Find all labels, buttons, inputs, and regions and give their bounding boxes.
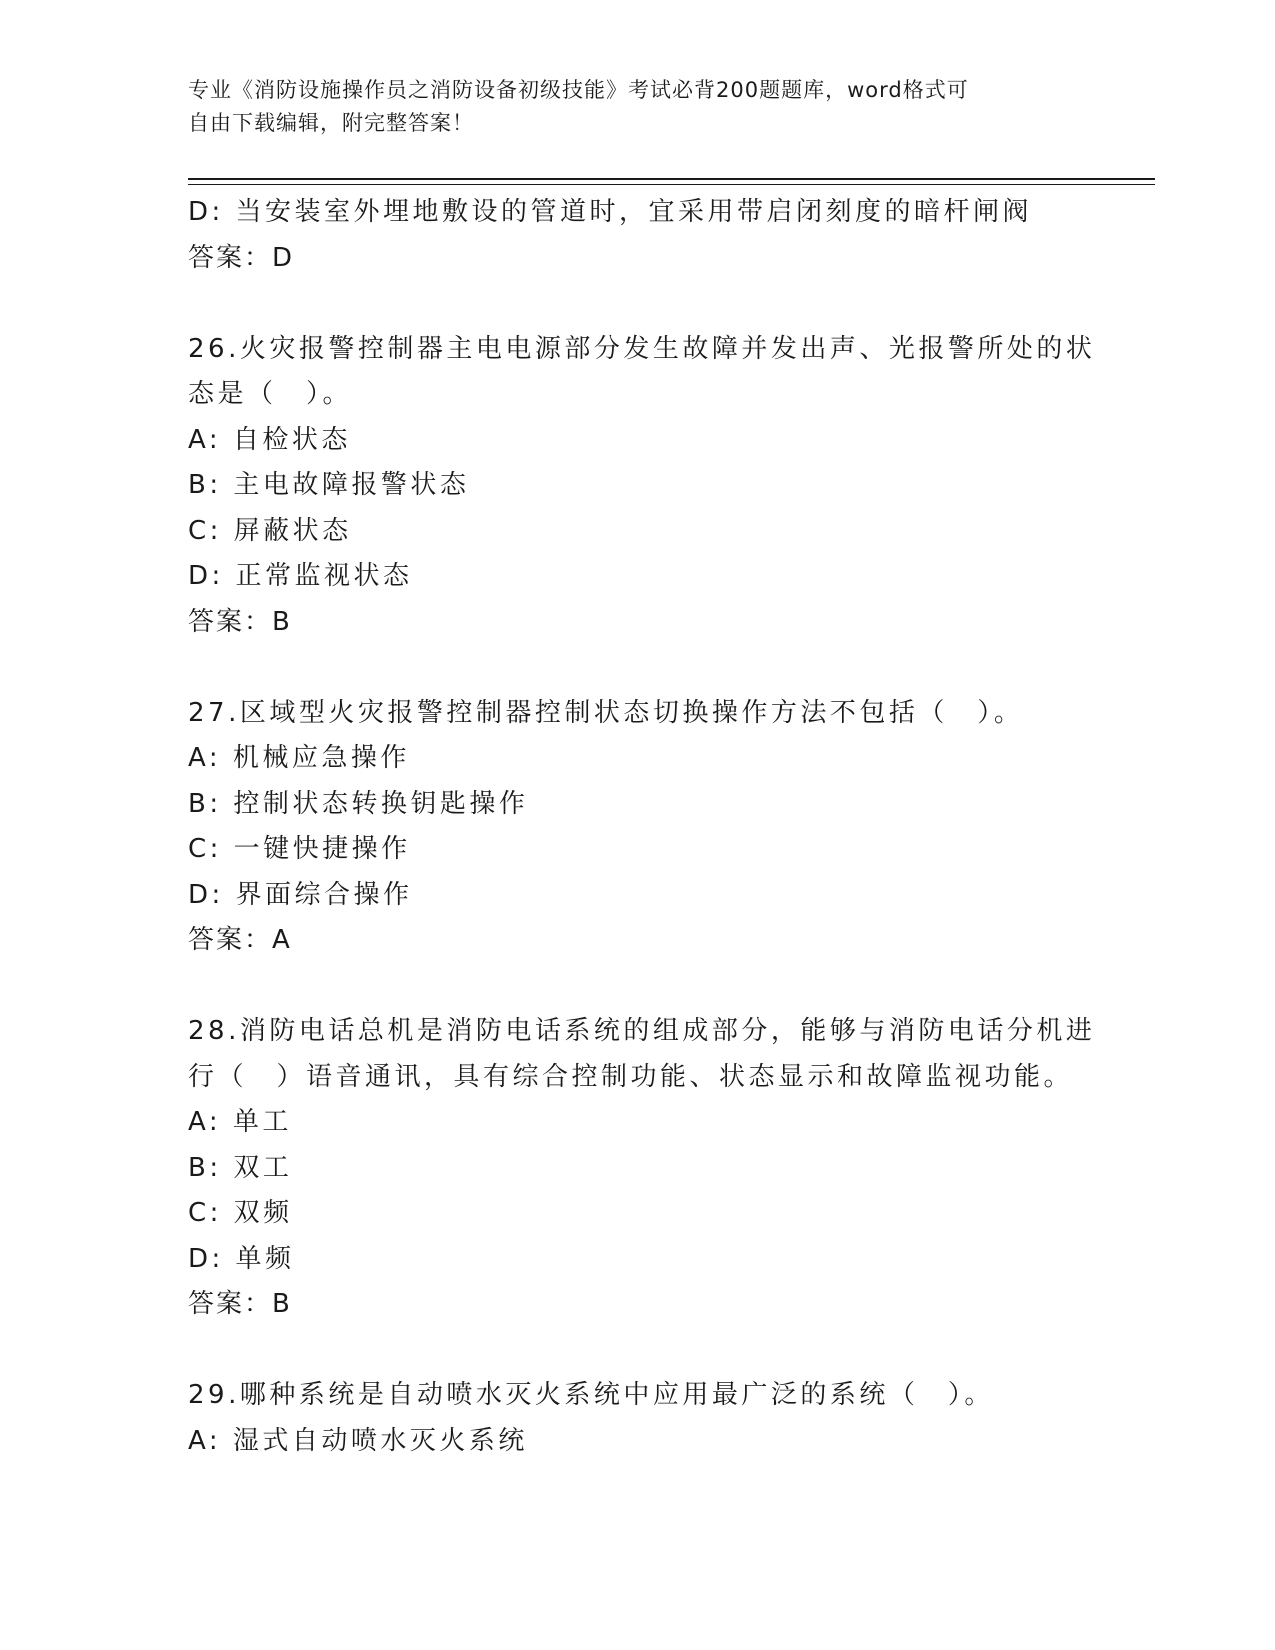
question-stem-continued: 态是（ ）。 <box>188 379 353 409</box>
option-c: C: 一键快捷操作 <box>188 834 411 864</box>
question-29 <box>188 1373 1088 1464</box>
option-a: A: 湿式自动喷水灭火系统 <box>188 1425 528 1456</box>
spacer <box>188 964 1088 1010</box>
option-b: B: 主电故障报警状态 <box>188 470 470 500</box>
option-d: D: 当安装室外埋地敷设的管道时，宜采用带启闭刻度的暗杆闸阀 <box>188 197 1033 227</box>
option-a: A: 机械应急操作 <box>188 743 410 773</box>
question-stem: 28.消防电话总机是消防电话系统的组成部分，能够与消防电话分机进 <box>188 1016 1096 1046</box>
answer: 答案：A <box>188 925 292 955</box>
option-d: D: 界面综合操作 <box>188 879 413 910</box>
question-27 <box>188 691 1088 964</box>
question-stem: 29.哪种系统是自动喷水灭火系统中应用最广泛的系统（ ）。 <box>188 1380 994 1410</box>
spacer <box>188 281 1088 327</box>
option-c: C: 双频 <box>188 1198 293 1228</box>
option-b: B: 控制状态转换钥匙操作 <box>188 788 529 819</box>
header-divider-thick <box>188 178 1155 180</box>
option-a: A: 自检状态 <box>188 424 351 455</box>
question-26 <box>188 327 1096 646</box>
answer: 答案：D <box>188 242 295 273</box>
answer: 答案：B <box>188 1289 292 1319</box>
question-28 <box>188 1009 1096 1328</box>
question-stem: 27.区域型火灾报警控制器控制状态切换操作方法不包括（ ）。 <box>188 697 1024 728</box>
question-list <box>188 190 1096 1464</box>
answer: 答案：B <box>188 606 292 637</box>
question-25-tail <box>188 190 1088 281</box>
spacer <box>188 1328 1088 1374</box>
option-c: C: 屏蔽状态 <box>188 515 352 546</box>
option-a: A: 单工 <box>188 1107 292 1137</box>
option-b: B: 双工 <box>188 1152 293 1183</box>
option-d: D: 正常监视状态 <box>188 561 413 591</box>
question-stem: 26.火灾报警控制器主电电源部分发生故障并发出声、光报警所处的状 <box>188 333 1096 364</box>
option-d: D: 单频 <box>188 1243 295 1274</box>
header-divider-thin <box>188 184 1155 185</box>
document-header <box>188 74 1088 140</box>
question-stem-continued: 行（ ）语音通讯，具有综合控制功能、状态显示和故障监视功能。 <box>188 1061 1074 1092</box>
header-line-2: 自由下载编辑，附完整答案！ <box>188 111 474 135</box>
spacer <box>188 645 1088 691</box>
header-line-1: 专业《消防设施操作员之消防设备初级技能》考试必背200题题库，word格式可 <box>188 78 969 102</box>
